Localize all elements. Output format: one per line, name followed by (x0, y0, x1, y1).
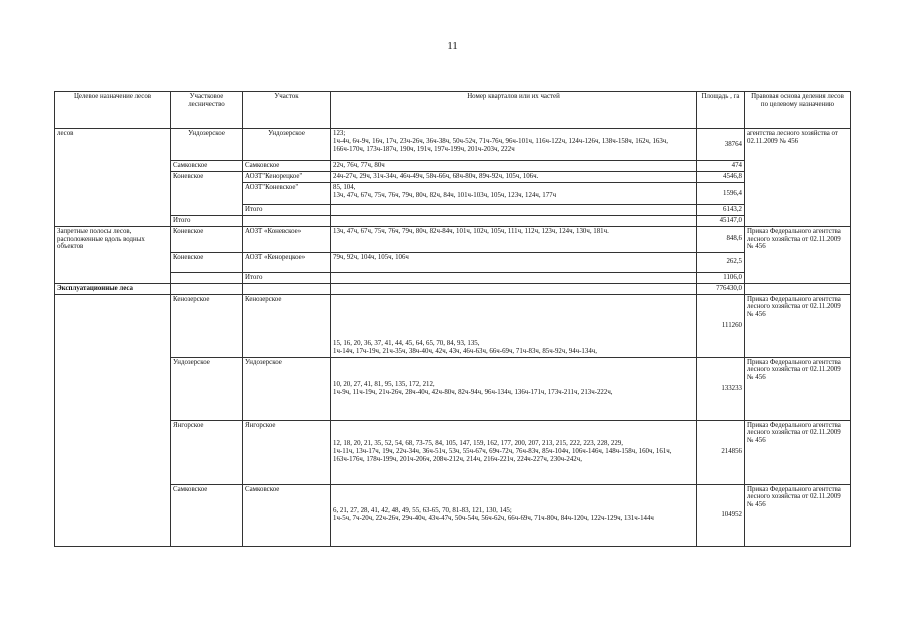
forestry-cell: Янгорское (171, 420, 243, 484)
table-row (55, 294, 851, 357)
table-row (55, 216, 851, 227)
header-purpose: Целевое назначение лесов (55, 92, 171, 129)
header-district: Участок (243, 92, 331, 129)
quarters-parts: 1ч-4ч, 6ч-9ч, 16ч, 17ч, 23ч-26ч, 36ч-38ч, 50ч-52ч, 71ч-76ч, 96ч-101ч, 116ч-122ч, 124ч-126ч, 138ч-158ч, 162ч, 163ч, 166ч-170ч, 173ч-187ч, 190ч, 191ч, 197ч-199ч, 201ч-203ч, 222ч (333, 137, 668, 153)
quarters-cell: 79ч, 92ч, 104ч, 105ч, 106ч (331, 252, 697, 272)
quarters-whole: 15, 16, 20, 36, 37, 41, 44, 45, 64, 65, 70, 84, 93, 135, (333, 340, 480, 347)
total-label: Итого (171, 216, 243, 227)
forestry-cell: Коневское (171, 172, 243, 183)
district-cell: АОЗТ"Коневское" (243, 183, 331, 205)
district-cell: Ундозерское (243, 357, 331, 420)
table-row (55, 420, 851, 484)
forestry-cell: Самковское (171, 484, 243, 546)
quarters-cell: 13ч, 47ч, 67ч, 75ч, 76ч, 79ч, 80ч, 82ч-84ч, 101ч, 102ч, 105ч, 111ч, 112ч, 123ч, 124ч, 130ч, 181ч. (331, 226, 697, 252)
district-cell: Самковское (243, 161, 331, 172)
quarters-whole: 85, 104, (333, 184, 356, 191)
district-cell: АОЗТ «Кенорецкое» (243, 252, 331, 272)
quarters-parts: 1ч-5ч, 7ч-20ч, 22ч-26ч, 29ч-40ч, 43ч-47ч, 50ч-54ч, 56ч-62ч, 66ч-69ч, 71ч-80ч, 84ч-120ч, 122ч-129ч, 131ч-144ч (333, 515, 654, 523)
quarters-parts: 13ч, 47ч, 67ч, 75ч, 76ч, 79ч, 80ч, 82ч, 84ч, 101ч-103ч, 105ч, 123ч, 124ч, 177ч (333, 191, 557, 199)
forestry-cell: Коневское (171, 252, 243, 272)
quarters-cell (331, 183, 697, 205)
table-row (55, 161, 851, 172)
district-cell: Кенозерское (243, 294, 331, 357)
district-cell: АОЗТ"Кенорецкое" (243, 172, 331, 183)
forestry-cell: Ундозерское (171, 129, 243, 161)
quarters-cell (331, 294, 697, 357)
legal-cell: Приказ Федерального агентства лесного хозяйства от 02.11.2009 № 456 (745, 484, 851, 546)
subtotal-label: Итого (243, 272, 331, 283)
quarters-parts: 1ч-14ч, 17ч-19ч, 21ч-35ч, 38ч-40ч, 42ч, 43ч, 46ч-63ч, 66ч-69ч, 71ч-83ч, 85ч-92ч, 94ч-134ч, (333, 347, 597, 355)
table-row (55, 283, 851, 294)
district-cell: Ундозерское (243, 129, 331, 161)
area-cell: 4546,8 (697, 172, 745, 183)
table-row (55, 252, 851, 272)
subtotal-area: 1106,0 (697, 272, 745, 283)
forestry-cell: Ундозерское (171, 357, 243, 420)
legal-cell: Приказ Федерального агентства лесного хозяйства от 02.11.2009 № 456 (745, 226, 851, 283)
legal-cell: Приказ Федерального агентства лесного хозяйства от 02.11.2009 № 456 (745, 420, 851, 484)
quarters-parts: 1ч-11ч, 13ч-17ч, 19ч, 22ч-34ч, 36ч-51ч, 53ч, 55ч-67ч, 69ч-72ч, 76ч-83ч, 85ч-104ч, 106ч-146ч, 148ч-158ч, 160ч, 161ч, 163ч-176ч, 178ч-199ч, 201ч-206ч, 208ч-212ч, 214ч, 216ч-221ч, 224ч-227ч, 230ч-242ч, (333, 448, 672, 463)
area-cell: 214856 (697, 420, 745, 484)
header-forestry: Участковое лесничество (171, 92, 243, 129)
forestry-cell: Кенозерское (171, 294, 243, 357)
table-row (55, 205, 851, 216)
quarters-cell (331, 357, 697, 420)
page-number: 11 (447, 40, 458, 52)
area-cell: 104952 (697, 484, 745, 546)
subtotal-label: Итого (243, 205, 331, 216)
purpose-cell: лесов (55, 129, 171, 161)
district-cell: Янгорское (243, 420, 331, 484)
area-cell: 133233 (697, 357, 745, 420)
area-cell: 1596,4 (697, 183, 745, 205)
forestry-cell: Самковское (171, 161, 243, 172)
subtotal-area: 6143,2 (697, 205, 745, 216)
quarters-whole: 12, 18, 20, 21, 35, 52, 54, 68, 73-75, 84, 105, 147, 159, 162, 177, 200, 207, 213, 215, 222, 223, 228, 229, (333, 440, 623, 448)
forest-purpose-table (54, 91, 851, 547)
area-cell: 38764 (697, 129, 745, 161)
header-quarters: Номер кварталов или их частей (331, 92, 697, 129)
section-title: Эксплуатационные леса (55, 283, 171, 294)
table-row (55, 183, 851, 205)
table-row (55, 226, 851, 252)
table-row (55, 129, 851, 161)
header-legal: Правовая основа деления лесов по целевому назначению (745, 92, 851, 129)
section-area: 776430,0 (697, 283, 745, 294)
quarters-cell (331, 129, 697, 161)
header-area: Площадь , га (697, 92, 745, 129)
forestry-cell: Коневское (171, 226, 243, 252)
quarters-whole: 6, 21, 27, 28, 41, 42, 48, 49, 55, 63-65, 70, 81-83, 121, 130, 145; (333, 507, 512, 515)
quarters-parts: 1ч-9ч, 11ч-19ч, 21ч-26ч, 28ч-40ч, 42ч-80ч, 82ч-94ч, 96ч-134ч, 136ч-171ч, 173ч-211ч, 213ч-222ч, (333, 388, 613, 396)
table-row (55, 357, 851, 420)
area-cell: 262,5 (697, 252, 745, 272)
legal-cell: Приказ Федерального агентства лесного хозяйства от 02.11.2009 № 456 (745, 294, 851, 357)
table-row (55, 172, 851, 183)
purpose-cell: Запретные полосы лесов, расположенные вдоль водных объектов (55, 226, 171, 283)
table-row (55, 484, 851, 546)
quarters-whole: 10, 20, 27, 41, 81, 95, 135, 172, 212, (333, 380, 435, 388)
area-cell: 111260 (697, 294, 745, 357)
area-cell: 474 (697, 161, 745, 172)
quarters-cell: 24ч-27ч, 29ч, 31ч-34ч, 46ч-49ч, 58ч-66ч, 68ч-80ч, 89ч-92ч, 105ч, 106ч. (331, 172, 697, 183)
total-area: 45147,0 (697, 216, 745, 227)
quarters-whole: 123; (333, 130, 346, 137)
legal-cell: Приказ Федерального агентства лесного хозяйства от 02.11.2009 № 456 (745, 357, 851, 420)
quarters-cell (331, 484, 697, 546)
district-cell: Самковское (243, 484, 331, 546)
quarters-cell (331, 420, 697, 484)
quarters-cell: 22ч, 76ч, 77ч, 80ч (331, 161, 697, 172)
district-cell: АОЗТ «Коневское» (243, 226, 331, 252)
table-header-row (55, 92, 851, 129)
area-cell: 848,6 (697, 226, 745, 252)
legal-cell: агентства лесного хозяйства от 02.11.2009 № 456 (745, 129, 851, 227)
table-row (55, 272, 851, 283)
